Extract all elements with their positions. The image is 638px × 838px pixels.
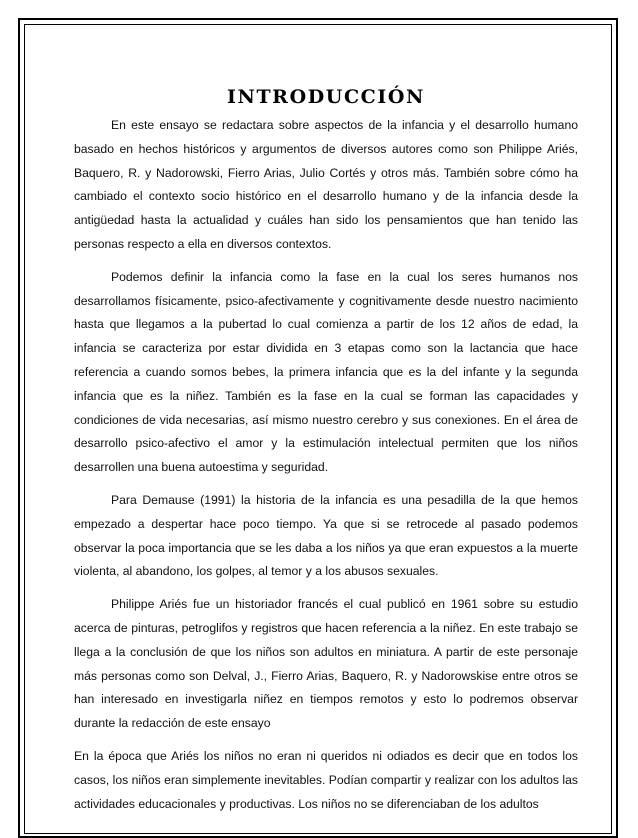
paragraph-definition: Podemos definir la infancia como la fase en la cual los seres humanos nos desarrollamos físicamente, psico-afectivamente y cognitivamente desde nuestro nacimiento hasta que llegamos a la pubertad lo cual comienza a partir de los 12 años de edad, la infancia se caracteriza por estar dividida en 3 etapas como son la lactancia que hace referencia a cuando somos bebes, la primera infancia que es la del infante y la segunda infancia que es la niñez. También es la fase en la cual se forman las capacidades y condiciones de vida necesarias, así mismo nuestro cerebro y sus conexiones. En el área de desarrollo psico-afectivo el amor y la estimulación intelectual permiten que los niños desarrollen una buena autoestima y seguridad. — [74, 269, 578, 475]
paragraph-demause: Para Demause (1991) la historia de la infancia es una pesadilla de la que hemos empezado a despertar hace poco tiempo. Ya que si se retrocede al pasado podemos observar la poca importancia que se les daba a los niños ya que eran expuestos a la muerte violenta, al abandono, los golpes, al temor y a los abusos sexuales. — [74, 492, 578, 579]
document-body — [74, 84, 578, 825]
document-title: INTRODUCCIÓN — [226, 86, 426, 108]
paragraph-aries: Philippe Ariés fue un historiador francés el cual publicó en 1961 sobre su estudio acerca de pinturas, petroglifos y registros que hacen referencia a la niñez. En este trabajo se llega a la conclusión de que los niños son adultos en miniatura. A partir de este personaje más personas como son Delval, J., Fierro Arias, Baquero, R. y Nadorowskise entre otros se han interesado en investigarla niñez en tiempos remotos y esto lo podremos observar durante la redacción de este ensayo — [74, 597, 578, 731]
paragraph-epoca: En la época que Ariés los niños no eran ni queridos ni odiados es decir que en todos los casos, los niños eran simplemente inevitables. Podían compartir y realizar con los adultos las actividades educacionales y productivas. Los niños no se diferenciaban de los adultos — [74, 748, 578, 811]
paragraph-intro: En este ensayo se redactara sobre aspectos de la infancia y el desarrollo humano basado en hechos históricos y argumentos de diversos autores como son Philippe Ariés, Baquero, R. y Nadorowski, Fierro Arias, Julio Cortés y otros más. También sobre cómo ha cambiado el contexto socio histórico en el desarrollo humano y de la infancia desde la antigüedad hasta la actualidad y cuáles han sido los pensamientos que han tenido las personas respecto a ella en diversos contextos. — [74, 118, 578, 251]
